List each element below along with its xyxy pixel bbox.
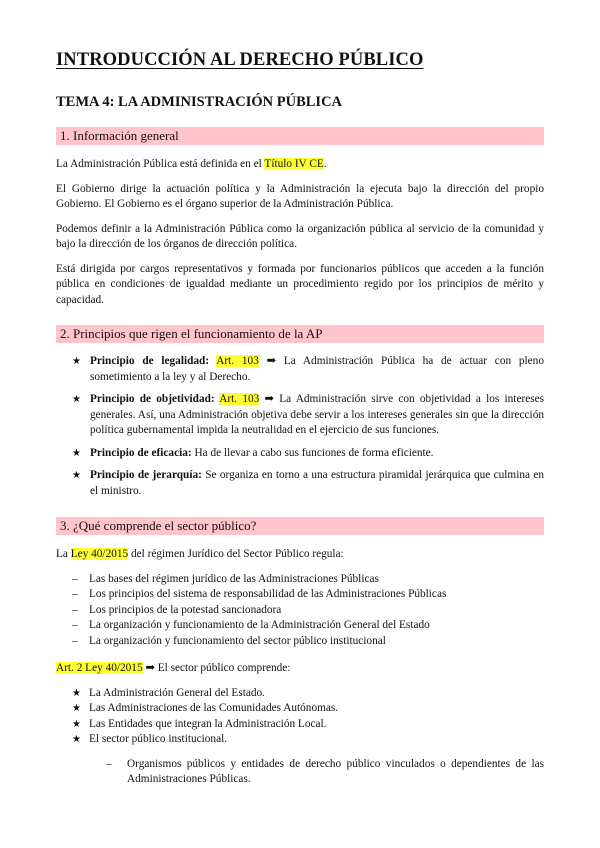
list-item: – La organización y funcionamiento del sector público institucional [72,634,386,647]
tema-title: TEMA 4: LA ADMINISTRACIÓN PÚBLICA [56,94,343,110]
highlight-art-103: Art. 103 [219,393,260,405]
star-icon: ★ [72,703,81,714]
list-item: ★ El sector público institucional. [72,732,544,748]
paragraph-s1-4: Está dirigida por cargos representativos y formada por funcionarios públicos que acceden a la función pública en condiciones de igualdad mediante un procedimiento regido por los principios de mérito y capacidad. [56,262,544,306]
list-item: – Los principios de la potestad sancionadora [72,603,282,616]
document-page [56,50,544,788]
section-heading-2: 2. Principios que rigen el funcionamiento de la AP [56,325,544,343]
document-title: INTRODUCCIÓN AL DERECHO PÚBLICO [56,50,424,70]
list-item: – La organización y funcionamiento de la Administración General del Estado [72,619,430,631]
institutional-sublist [106,757,544,788]
paragraph-s1-3: Podemos definir a la Administración Pública como la organización pública al servicio de la comunidad y bajo la dirección de los órganos de dirección política. [56,222,544,250]
list-item: – Organismos públicos y entidades de derecho público vinculados o dependientes de las Administraciones Públicas. [106,757,544,785]
regulation-list [72,572,544,650]
sector-list [72,686,544,748]
section-heading-1: 1. Información general [56,127,544,145]
list-item: ★ Principio de eficacia: Ha de llevar a cabo sus funciones de forma eficiente. [72,446,544,462]
star-icon: ★ [72,718,81,730]
list-item: ★ Principio de jerarquía: Se organiza en torno a una estructura piramidal jerárquica que culmina en el ministro. [72,469,545,497]
paragraph-s1-1: La Administración Pública está definida en el Título IV CE. [56,158,327,170]
star-icon: ★ [72,356,81,367]
paragraph-s1-2: El Gobierno dirige la actuación política y la Administración la ejecuta bajo la dirección del propio Gobierno. El Gobierno es el órgano superior de la Administración Pública. [56,182,544,210]
star-icon: ★ [72,687,81,699]
list-item: ★ Principio de legalidad: Art. 103 ➡ La Administración Pública ha de actuar con pleno sometimiento a la ley y al Derecho. [72,355,544,383]
arrow-icon: ➡ [266,355,277,367]
highlight-art-2: Art. 2 Ley 40/2015 [56,662,143,674]
highlight-titulo-iv: Título IV CE [264,158,324,170]
list-item: ★ Las Administraciones de las Comunidades Autónomas. [72,701,544,717]
list-item: ★ Principio de objetividad: Art. 103 ➡ La Administración sirve con objetividad a los intereses generales. Así, una Administración objetiva debe servir a los intereses generales sin que la dirección política gubernamental impida la neutralidad en el ejercicio de sus funciones. [72,393,545,436]
list-item: – Las bases del régimen jurídico de las Administraciones Públicas [72,572,379,585]
star-icon: ★ [72,394,81,405]
list-item: ★ La Administración General del Estado. [72,686,544,702]
star-icon: ★ [72,470,81,481]
paragraph-art-2: Art. 2 Ley 40/2015 ➡ El sector público comprende: [56,662,291,674]
list-item: – Los principios del sistema de responsabilidad de las Administraciones Públicas [72,588,447,600]
section-heading-3: 3. ¿Qué comprende el sector público? [56,517,544,535]
list-item: ★ Las Entidades que integran la Administración Local. [72,717,544,733]
principles-list [72,354,544,499]
highlight-art-103: Art. 103 [216,355,259,367]
highlight-ley-40-2015: Ley 40/2015 [70,548,129,560]
paragraph-s3-intro: La Ley 40/2015 del régimen Jurídico del Sector Público regula: [56,548,344,560]
star-icon: ★ [72,447,81,459]
star-icon: ★ [72,734,81,745]
arrow-icon: ➡ [264,393,274,405]
arrow-icon: ➡ [145,662,155,674]
